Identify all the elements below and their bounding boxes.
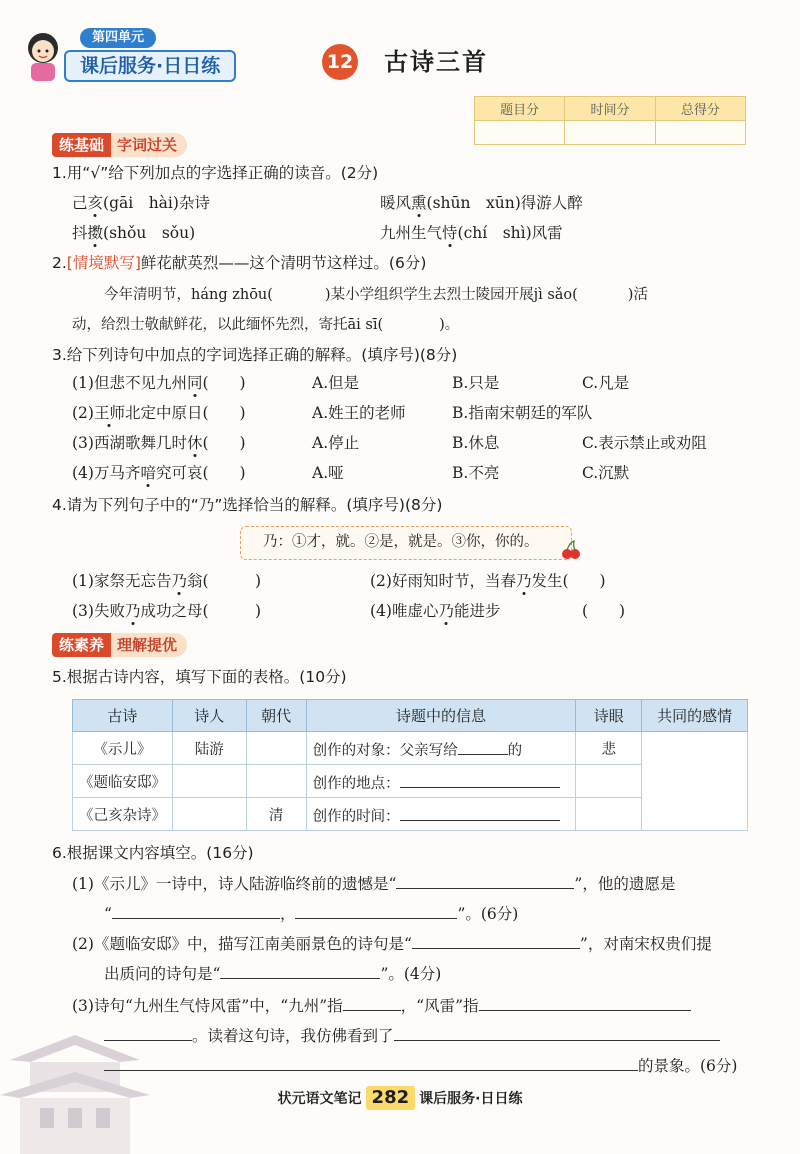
q6-blank-scenery[interactable]	[412, 931, 580, 949]
q6-p2-line2	[104, 961, 441, 986]
q6-p3-line1	[72, 993, 691, 1018]
score-cell-total[interactable]	[655, 121, 745, 145]
q4-item-2[interactable]	[370, 569, 606, 593]
score-cell-question[interactable]	[475, 121, 565, 145]
q3-item-3-pre: (3)西湖歌舞几时	[72, 434, 187, 452]
q4-item-1[interactable]	[72, 569, 261, 593]
table-row	[73, 732, 748, 765]
q4-item-4-pre: (4)唯虚心	[370, 602, 439, 620]
lesson-title: 古诗三首	[384, 48, 488, 76]
q4-item-4-dot: 乃	[438, 602, 454, 620]
q3-item-3-stem[interactable]	[72, 431, 246, 455]
q3-item-2-post: 北定中原日( )	[124, 404, 246, 422]
info-blank[interactable]	[400, 803, 560, 821]
q2-line-1-b: )某小学组织学生去烈士陵园开展jì sǎo(	[324, 287, 578, 303]
q6-p1-d: ，	[279, 905, 296, 923]
q6-p3-c: 。读着这句诗，我仿佛看到了	[192, 1027, 394, 1045]
unit-label: 第四单元	[80, 28, 156, 48]
q1-item-4	[380, 221, 563, 245]
q4-item-2-pre: (2)好雨知时节，当春	[370, 572, 516, 590]
q3-item-4-post: 究可哀( )	[155, 464, 246, 482]
q3-item-1-pre: (1)但悲不见九州	[72, 374, 187, 392]
q6-blank-question[interactable]	[220, 961, 380, 979]
q4-item-4-bracket[interactable]: ( )	[582, 602, 626, 620]
poem-cell: 《示儿》	[73, 732, 173, 765]
q6-p2-b: ”，对南宋权贵们提	[579, 935, 712, 953]
q1-item-3-options[interactable]: (shǒu sǒu)	[103, 224, 196, 242]
footer-book-title: 状元语文笔记	[277, 1091, 362, 1107]
q4-item-3[interactable]	[72, 599, 261, 623]
q4-item-2-dot: 乃	[515, 572, 532, 590]
page-footer	[0, 1086, 800, 1110]
q3-item-2-stem[interactable]	[72, 401, 246, 425]
q2-title: 鲜花献英烈——这个清明节这样过。(6分)	[140, 254, 427, 272]
poem-table-header-poet: 诗人	[172, 700, 246, 732]
poet-cell[interactable]	[172, 798, 246, 831]
q3-item-4-pre: (4)万马齐	[72, 464, 141, 482]
q3-item-1-b: B.只是	[452, 374, 500, 392]
info-cell	[306, 765, 576, 798]
score-header-question: 题目分	[475, 97, 565, 121]
info-label: 创作的地点：	[312, 775, 400, 792]
poem-table-header-dynasty: 朝代	[246, 700, 306, 732]
q1-item-3-pre: 抖	[72, 224, 88, 242]
section-literacy-name: 理解提优	[111, 633, 187, 657]
q6-p1-e: ”。(6分)	[457, 905, 519, 923]
q1-item-3-dot: 擞	[87, 224, 104, 242]
q6-p3-line2	[104, 1023, 720, 1048]
q3-item-3-c: C.表示禁止或劝阻	[582, 434, 707, 452]
q3-title: 3.给下列诗句中加点的字词选择正确的解释。(填序号)(8分)	[52, 346, 458, 364]
poet-cell[interactable]	[172, 765, 246, 798]
eye-cell: 悲	[576, 732, 642, 765]
series-label: 课后服务·日日练	[64, 50, 236, 82]
q4-item-1-post: 翁( )	[186, 572, 262, 590]
q3-item-3-b: B.休息	[452, 434, 500, 452]
cherry-icon	[560, 540, 582, 560]
q2-line-2-a: 动，给烈士敬献鲜花，以此缅怀先烈，寄托āi sī(	[72, 317, 384, 333]
q6-p1-line2	[104, 901, 518, 926]
q4-item-4[interactable]	[370, 599, 501, 623]
q2-line-2-b: )。	[439, 317, 460, 333]
q6-blank-scene-2[interactable]	[104, 1053, 638, 1071]
q1-item-1	[72, 191, 210, 215]
info-label: 创作的时间：	[312, 808, 400, 825]
info-blank[interactable]	[458, 737, 508, 755]
page-number: 282	[366, 1086, 416, 1110]
q6-blank-scene-1[interactable]	[394, 1023, 720, 1041]
q4-item-3-dot: 乃	[124, 602, 141, 620]
info-label: 创作的对象：父亲写给	[312, 742, 458, 759]
q1-item-2	[380, 191, 583, 215]
q6-blank-wish-2[interactable]	[295, 901, 457, 919]
poem-table	[72, 699, 748, 831]
q4-item-1-pre: (1)家祭无忘告	[72, 572, 172, 590]
q3-item-4-dot: 喑	[140, 464, 156, 482]
dynasty-cell: 清	[246, 798, 306, 831]
section-literacy-label: 练素养	[52, 633, 111, 657]
info-cell	[306, 732, 576, 765]
q4-item-1-dot: 乃	[171, 572, 187, 590]
q1-item-3	[72, 221, 195, 245]
student-avatar-icon	[22, 30, 64, 82]
q6-p2-line1	[72, 931, 712, 956]
eye-cell[interactable]	[576, 765, 642, 798]
q3-item-3-dot: 休	[186, 434, 203, 452]
q2-line-1	[104, 283, 648, 307]
poem-cell: 《己亥杂诗》	[73, 798, 173, 831]
q1-item-2-options[interactable]: (shūn xūn)得游人醉	[426, 194, 583, 212]
q1-item-1-options[interactable]: (gāi hài)杂诗	[103, 194, 210, 212]
dynasty-cell[interactable]	[246, 765, 306, 798]
q6-p2-a: (2)《题临安邸》中，描写江南美丽景色的诗句是“	[72, 935, 412, 953]
q5-title: 5.根据古诗内容，填写下面的表格。(10分)	[52, 668, 347, 686]
q6-blank-wish-1[interactable]	[112, 901, 280, 919]
unit-badge	[22, 24, 247, 86]
q3-item-1-dot: 同	[186, 374, 203, 392]
q3-item-4-a: A.哑	[312, 464, 344, 482]
lesson-number: 12	[322, 44, 358, 80]
poem-table-header-poem: 古诗	[73, 700, 173, 732]
q3-item-2-b: B.指南宋朝廷的军队	[452, 404, 593, 422]
score-header-time: 时间分	[565, 97, 655, 121]
q6-p3-b: ，“风雷”指	[400, 997, 479, 1015]
poem-table-header-eye: 诗眼	[576, 700, 642, 732]
section-literacy-tag	[52, 633, 187, 657]
q3-item-1-stem[interactable]	[72, 371, 246, 395]
score-cell-time[interactable]	[565, 121, 655, 145]
q6-blank-fenglei-1[interactable]	[479, 993, 691, 1011]
emotion-cell[interactable]	[642, 732, 748, 831]
q6-blank-fenglei-2[interactable]	[104, 1023, 192, 1041]
section-basic-label: 练基础	[52, 133, 111, 157]
q3-item-3-a: A.停止	[312, 434, 360, 452]
q2-title-line	[52, 251, 426, 275]
q6-p2-d: ”。(4分)	[380, 965, 442, 983]
q3-item-3-post: ( )	[202, 434, 246, 452]
q1-item-1-dot: 亥	[87, 194, 104, 212]
q1-item-1-pre: 己	[72, 194, 88, 212]
q3-item-4-b: B.不亮	[452, 464, 500, 482]
poem-cell: 《题临安邸》	[73, 765, 173, 798]
q4-title: 4.请为下列句子中的“乃”选择恰当的解释。(填序号)(8分)	[52, 496, 443, 514]
q3-item-2-a: A.姓王的老师	[312, 404, 406, 422]
q1-item-2-pre: 暖风	[380, 194, 412, 212]
poem-table-header-info: 诗题中的信息	[306, 700, 576, 732]
info-blank[interactable]	[400, 770, 560, 788]
section-basic-name: 字词过关	[111, 133, 187, 157]
q3-item-1-post: ( )	[202, 374, 246, 392]
q1-title: 1.用“√”给下列加点的字选择正确的读音。(2分)	[52, 164, 379, 182]
q2-line-2	[72, 313, 459, 337]
q6-blank-jiuzhou[interactable]	[343, 993, 401, 1011]
q3-item-4-stem[interactable]	[72, 461, 246, 485]
q6-p3-d: 的景象。(6分)	[638, 1057, 738, 1075]
score-header-total: 总得分	[655, 97, 745, 121]
q6-p1-line1	[72, 871, 675, 896]
q1-item-4-options[interactable]: (chí shì)风雷	[457, 224, 563, 242]
q1-item-2-dot: 熏	[411, 194, 427, 212]
q2-line-1-a: 今年清明节，háng zhōu(	[104, 287, 273, 303]
q6-blank-regret[interactable]	[396, 871, 574, 889]
q2-line-1-c: )活	[627, 287, 648, 303]
q4-item-3-post: 成功之母( )	[140, 602, 262, 620]
q4-hint-box: 乃：①才，就。②是，就是。③你，你的。	[240, 526, 572, 560]
q6-p3-line3	[104, 1053, 737, 1078]
q6-p1-b: ”，他的遗愿是	[574, 875, 676, 893]
q3-item-4-c: C.沉默	[582, 464, 630, 482]
q1-item-4-pre: 九州生气	[380, 224, 443, 242]
q1-item-4-dot: 恃	[442, 224, 458, 242]
q2-context-tag: [情境默写]	[66, 254, 141, 272]
q3-item-2-dot: 王师	[93, 404, 125, 422]
footer-series: 课后服务·日日练	[419, 1091, 523, 1107]
info-tail: 的	[507, 742, 523, 759]
poem-table-header-emotion: 共同的感情	[642, 700, 748, 732]
q6-p3-a: (3)诗句“九州生气恃风雷”中，“九州”指	[72, 997, 343, 1015]
q6-p1-c: “	[104, 905, 112, 923]
info-cell	[306, 798, 576, 831]
q6-title: 6.根据课文内容填空。(16分)	[52, 844, 254, 862]
q2-number: 2.	[52, 254, 67, 272]
q6-p1-a: (1)《示儿》一诗中，诗人陆游临终前的遗憾是“	[72, 875, 397, 893]
q6-p2-c: 出质问的诗句是“	[104, 965, 221, 983]
q4-item-2-post: 发生( )	[531, 572, 606, 590]
section-basic-tag	[52, 133, 187, 157]
q3-item-1-a: A.但是	[312, 374, 360, 392]
q4-item-4-post: 能进步	[453, 602, 501, 620]
q3-item-2-pre: (2)	[72, 404, 94, 422]
q3-item-1-c: C.凡是	[582, 374, 630, 392]
poet-cell: 陆游	[172, 732, 246, 765]
eye-cell[interactable]	[576, 798, 642, 831]
dynasty-cell[interactable]	[246, 732, 306, 765]
q4-item-3-pre: (3)失败	[72, 602, 125, 620]
score-table	[474, 96, 746, 145]
